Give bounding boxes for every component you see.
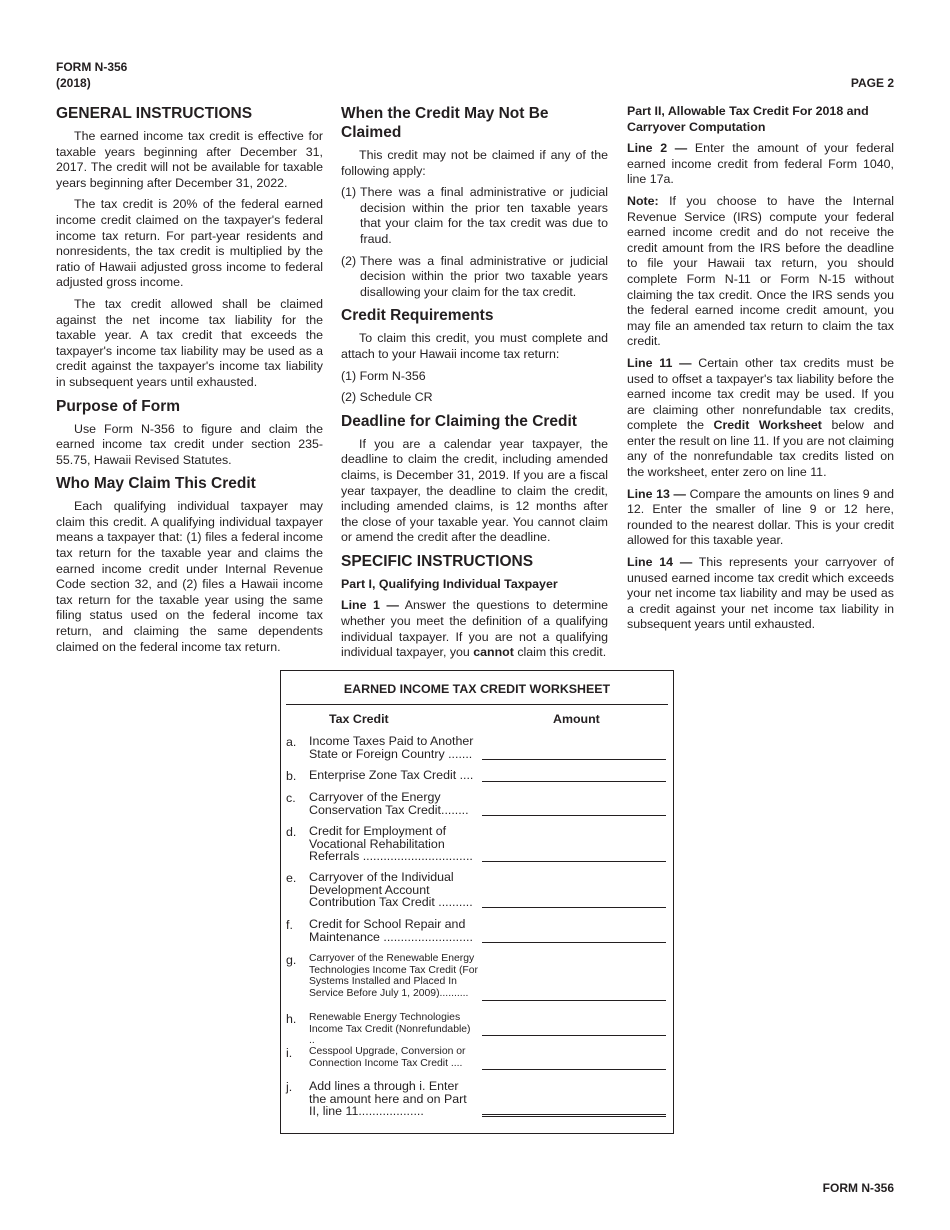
general-instructions-heading: GENERAL INSTRUCTIONS (56, 105, 253, 122)
amount-field-j-total[interactable] (482, 1114, 666, 1117)
purpose-heading: Purpose of Form (56, 397, 181, 415)
row-letter: h. (286, 1012, 297, 1026)
form-footer: FORM N-356 (822, 1181, 894, 1195)
line-14-text: This represents your carryover of unused earned income tax credit which exceeds your net income tax liability and may be used as a credit against your net income tax liability in subsequent years until exhausted. (627, 555, 894, 632)
amount-field-f[interactable] (482, 942, 666, 943)
line-13-label: Line 13 — (627, 486, 686, 501)
row-text: Add lines a through i. Enter the amount here and on Part II, line 11................... (309, 1079, 467, 1119)
row-text: Cesspool Upgrade, Conversion or Connection Income Tax Credit .... (309, 1046, 466, 1069)
line-2-label: Line 2 — (627, 141, 688, 156)
row-text: Enterprise Zone Tax Credit .... (309, 768, 474, 782)
line-11-paragraph (627, 356, 894, 481)
note-paragraph (627, 194, 894, 350)
part-2-heading: Part II, Allowable Tax Credit For 2018 and Carryover Computation (627, 104, 869, 134)
line-1-paragraph (341, 598, 608, 660)
line-1-label: Line 1 — (341, 598, 399, 613)
amount-field-c[interactable] (482, 815, 666, 816)
amount-field-i[interactable] (482, 1069, 666, 1070)
list-number: (1) (341, 185, 357, 200)
line-2-text: Enter the amount of your federal earned income credit from federal Form 1040, line 17a. (627, 141, 895, 187)
row-text: Credit for School Repair and Maintenance .......................... (309, 917, 473, 944)
deadline-paragraph: If you are a calendar year taxpayer, the deadline to claim the credit, including amended claims, is December 31, 2019. If you are a fiscal year taxpayer, the deadline to claim the credit, including amended claims, is 12 months after the close of your taxable year. You cannot claim or amend the credit after the deadline. (341, 436, 608, 545)
general-paragraph-2: The tax credit is 20% of the federal earned income credit claimed on the taxpayer's federal income tax return. For part-year residents and nonresidents, the tax credit is multiplied by the ratio of Hawaii adjusted gross income to federal adjusted gross income. (56, 197, 323, 290)
row-text: Carryover of the Renewable Energy Technologies Income Tax Credit (For Systems Installed and Placed In Service Before July 1, 2009).......... (309, 953, 479, 999)
row-text: Income Taxes Paid to Another State or Foreign Country ....... (309, 734, 474, 761)
row-text: Carryover of the Individual Development Account Contribution Tax Credit .......... (309, 870, 473, 910)
line-13-text: Compare the amounts on lines 9 and 12. Enter the smaller of line 9 or 12 here, rounded to the nearest dollar. This is your credit allowed for this taxable year. (627, 486, 894, 548)
list-text: There was a final administrative or judicial decision within the prior two taxable years disallowing your claim for the tax credit. (360, 253, 608, 299)
row-letter: g. (286, 953, 297, 967)
general-paragraph-1: The earned income tax credit is effective for taxable years beginning after December 31, 2017. The credit will not be available for taxable years beginning after December 31, 2022. (56, 129, 323, 190)
page-number: PAGE 2 (850, 76, 894, 90)
worksheet-divider (286, 704, 668, 705)
when-not-claimed-paragraph: This credit may not be claimed if any of the following apply: (341, 148, 608, 178)
part-1-heading: Part I, Qualifying Individual Taxpayer (341, 576, 558, 591)
line-1-emphasis: cannot (473, 645, 514, 660)
amount-field-d[interactable] (482, 861, 666, 862)
worksheet-column-credit: Tax Credit (329, 712, 389, 726)
credit-requirements-heading: Credit Requirements (341, 307, 494, 325)
line-1-text-end: claim this credit. (513, 645, 607, 660)
who-may-claim-paragraph: Each qualifying individual taxpayer may claim this credit. A qualifying individual taxpayer means a taxpayer that: (1) files a federal income tax return for the taxable year and claims the earned income credit under Internal Revenue Code section 32, and (2) files a Hawaii income tax return for the taxable year using the same filing status used on the federal income tax return, and claiming the same dependents claimed on the federal income tax return. (56, 499, 323, 654)
row-letter: e. (286, 871, 297, 885)
specific-instructions-heading: SPECIFIC INSTRUCTIONS (341, 552, 534, 570)
form-number: FORM N-356 (56, 60, 128, 74)
line-11-text: Certain other tax credits must be used to offset a taxpayer's tax liability before the earned income tax credit may be used. If you are claiming other nonrefundable tax credits, complete the (627, 355, 894, 433)
line-2-paragraph (627, 141, 894, 188)
row-letter: i. (286, 1046, 293, 1060)
row-text: Credit for Employment of Vocational Rehabilitation Referrals ................................ (309, 824, 473, 864)
credit-requirements-paragraph: To claim this credit, you must complete and attach to your Hawaii income tax return: (341, 331, 608, 361)
amount-field-e[interactable] (482, 907, 666, 908)
amount-field-b[interactable] (482, 781, 666, 782)
row-text: Renewable Energy Technologies Income Tax Credit (Nonrefundable) .. (309, 1012, 471, 1047)
row-letter: a. (286, 735, 297, 749)
general-paragraph-3: The tax credit allowed shall be claimed against the net income tax liability for the taxable year. A tax credit that exceeds the taxpayer's income tax liability may be used as a credit against the taxpayer's income tax liability in subsequent years until exhausted. (56, 296, 323, 389)
note-text: If you choose to have the Internal Revenue Service (IRS) compute your federal earned income credit and do not receive the credit amount from the IRS before the deadline to file your Hawaii tax return, you should complete Form N-11 or Form N-15 without claiming the tax credit. Once the IRS sends you the federal earned income credit amount, you may file an amended tax return to claim the tax credit. (627, 193, 894, 349)
deadline-heading: Deadline for Claiming the Credit (341, 412, 577, 430)
list-item (341, 185, 608, 247)
column-2 (341, 104, 608, 667)
line-11-text-end: below and enter the result on line 11. If you are not claiming any of the nonrefundable tax credits listed on the worksheet, enter zero on line 11. (627, 418, 895, 480)
amount-field-a[interactable] (482, 759, 666, 760)
line-14-paragraph (627, 555, 894, 633)
row-letter: b. (286, 769, 297, 783)
worksheet-title: EARNED INCOME TAX CREDIT WORKSHEET (343, 682, 611, 696)
line-11-label: Line 11 — (627, 355, 692, 370)
amount-field-g[interactable] (482, 1000, 666, 1001)
line-14-label: Line 14 — (627, 555, 693, 570)
list-item (341, 254, 608, 301)
row-letter: j. (286, 1080, 293, 1094)
who-may-claim-heading: Who May Claim This Credit (56, 475, 256, 493)
requirement-item: (1) Form N-356 (341, 368, 426, 383)
purpose-paragraph: Use Form N-356 to figure and claim the earned income tax credit under section 235-55.75, Hawaii Revised Statutes. (56, 421, 323, 467)
worksheet-column-amount: Amount (553, 712, 600, 726)
row-letter: c. (286, 791, 296, 805)
when-not-claimed-heading: When the Credit May Not Be Claimed (341, 105, 549, 141)
credit-worksheet-reference: Credit Worksheet (713, 418, 822, 433)
row-letter: d. (286, 825, 297, 839)
line-1-text: Answer the questions to determine whether you meet the definition of a qualifying individual taxpayer. If you are not a qualifying individual taxpayer, you (341, 598, 608, 660)
row-letter: f. (286, 918, 293, 932)
column-1 (56, 104, 323, 661)
form-header (56, 59, 127, 91)
credit-worksheet (280, 670, 674, 1134)
requirement-item: (2) Schedule CR (341, 390, 433, 405)
list-number: (2) (341, 253, 357, 268)
amount-field-h[interactable] (482, 1035, 666, 1036)
note-label: Note: (627, 193, 659, 208)
row-text: Carryover of the Energy Conservation Tax Credit........ (309, 790, 469, 817)
line-13-paragraph (627, 487, 894, 549)
list-text: There was a final administrative or judicial decision within the prior ten taxable years that your claim for the tax credit was due to fraud. (360, 185, 608, 246)
form-year: (2018) (56, 76, 91, 90)
column-3 (627, 104, 894, 639)
